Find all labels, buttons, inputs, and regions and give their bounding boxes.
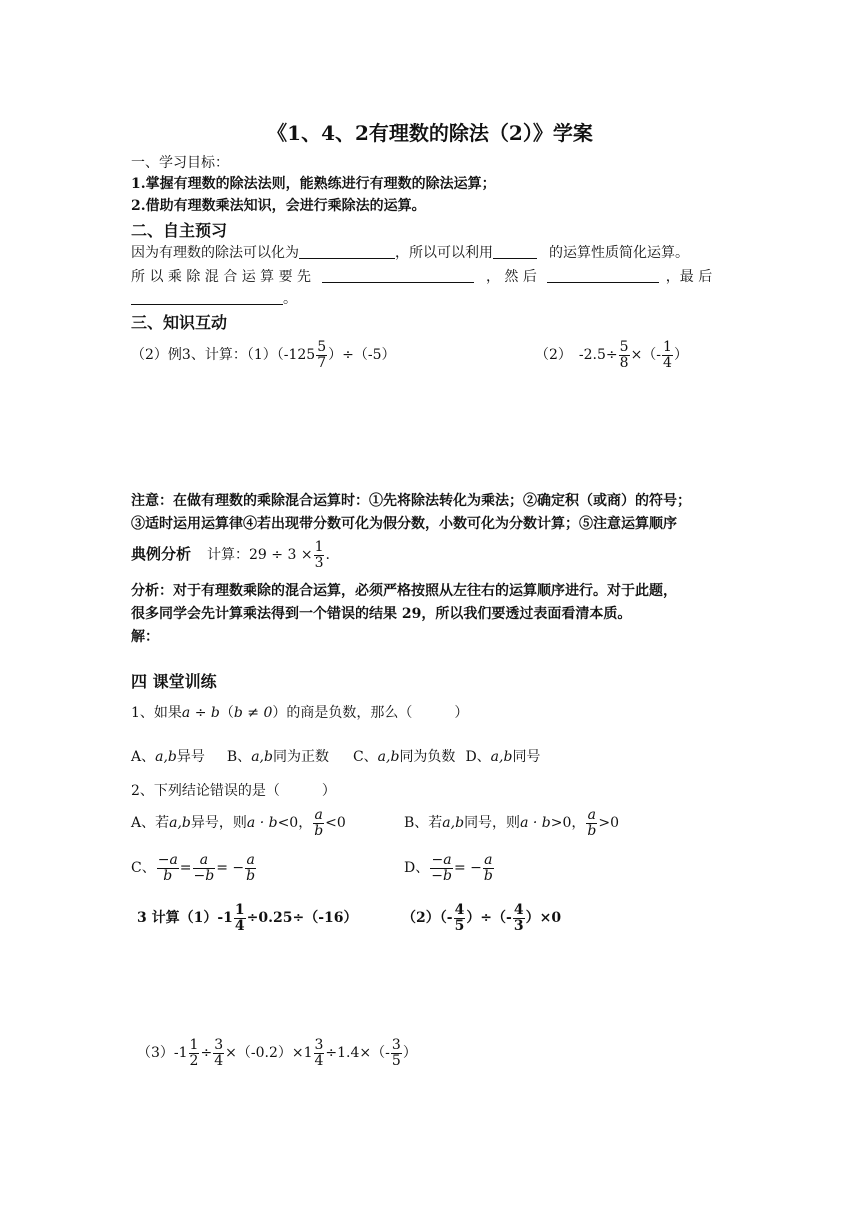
fraction xyxy=(314,540,325,570)
q1-option-c[interactable] xyxy=(353,749,455,765)
typical-label: 典例分析 xyxy=(131,545,192,564)
product: a · b xyxy=(520,815,551,832)
question-1 xyxy=(131,704,468,722)
option-letter: D、 xyxy=(465,749,491,765)
preview-text-2b: ， 然 后 xyxy=(485,269,537,285)
question-3-part3 xyxy=(137,1038,417,1068)
q3-rest: ÷0.25÷（-16） xyxy=(246,910,358,927)
denominator: b xyxy=(246,867,256,884)
fraction xyxy=(662,340,673,370)
blank-3[interactable] xyxy=(322,268,474,283)
option-text: 异号，则 xyxy=(190,815,247,832)
solution-label: 解： xyxy=(131,629,159,645)
numerator: 1 xyxy=(234,902,245,918)
numerator: 3 xyxy=(391,1037,401,1053)
q3-3-text: ÷1.4×（- xyxy=(325,1045,390,1062)
blank-4[interactable] xyxy=(547,268,659,283)
q3-label: 3 计算（1）-1 xyxy=(137,910,233,927)
example-3-part2 xyxy=(535,340,688,370)
q3-2-text: ）×0 xyxy=(525,910,562,927)
numerator: 3 xyxy=(314,1037,324,1053)
example-3-part2-end: ） xyxy=(673,347,688,364)
option-text: A、若 xyxy=(131,815,170,832)
option-letter: C、 xyxy=(352,749,378,765)
denominator: b xyxy=(314,822,324,839)
denominator: b xyxy=(163,867,173,884)
q2-option-b[interactable] xyxy=(404,808,619,838)
q1-text-a: 1、如果 xyxy=(131,705,182,721)
numerator: 5 xyxy=(317,339,327,355)
q3-2-text: （2）（- xyxy=(402,910,453,927)
denominator: 4 xyxy=(234,917,245,934)
numerator: a xyxy=(314,807,323,823)
analysis-line-2: 很多同学会先计算乘法得到一个错误的结果 29，所以我们要透过表面看清本质。 xyxy=(131,606,632,622)
fraction xyxy=(391,1038,402,1068)
q1-options xyxy=(131,748,540,766)
numerator: −a xyxy=(157,852,178,868)
denominator: 3 xyxy=(314,554,324,571)
section1-heading: 一、学习目标： xyxy=(131,155,229,171)
denominator: 8 xyxy=(619,354,629,371)
page-title: 《1、4、2有理数的除法（2）》学案 xyxy=(267,121,593,145)
fraction xyxy=(234,903,246,933)
fraction xyxy=(193,853,216,883)
option-text: 同号，则 xyxy=(464,815,521,832)
fraction xyxy=(189,1038,200,1068)
preview-line-2 xyxy=(131,268,712,286)
denominator: 2 xyxy=(189,1052,199,1069)
option-text: 同号 xyxy=(512,749,541,765)
denominator: 5 xyxy=(391,1052,401,1069)
blank-2[interactable] xyxy=(493,244,537,259)
option-letter: A、 xyxy=(131,749,156,765)
note-line-1: 注意：在做有理数的乘除混合运算时：①先将除法转化为乘法；②确定积（或商）的符号； xyxy=(131,493,691,509)
option-text: 异号 xyxy=(176,749,205,765)
option-letter: D、 xyxy=(404,860,430,877)
denominator: b xyxy=(587,822,597,839)
question-3-part2 xyxy=(402,903,561,933)
q2-option-c[interactable] xyxy=(131,853,257,883)
numerator: a xyxy=(587,807,597,823)
numerator: a xyxy=(193,853,216,869)
blank-5[interactable] xyxy=(131,290,283,305)
relation: >0， xyxy=(550,815,586,832)
section3-heading: 三、知识互动 xyxy=(131,313,228,332)
variables: a,b xyxy=(442,815,465,832)
fraction xyxy=(586,808,597,838)
denominator: 4 xyxy=(663,354,672,371)
option-text: 同为负数 xyxy=(399,749,456,765)
equals: = − xyxy=(453,860,482,877)
blank-1[interactable] xyxy=(299,244,395,259)
numerator: 3 xyxy=(214,1037,224,1053)
fraction xyxy=(316,340,327,370)
q1-option-a[interactable] xyxy=(131,749,205,765)
numerator: a xyxy=(484,852,493,868)
denominator: 4 xyxy=(314,1052,324,1069)
relation: <0， xyxy=(277,815,313,832)
fraction xyxy=(513,903,525,933)
q3-3-text: ×（-0.2）×1 xyxy=(225,1045,313,1062)
analysis-line-1: 分析：对于有理数乘除的混合运算，必须严格按照从左往右的运算顺序进行。对于此题， xyxy=(131,583,677,599)
fraction xyxy=(314,1038,325,1068)
option-letter: C、 xyxy=(131,860,156,877)
relation: >0 xyxy=(598,815,619,832)
typical-example xyxy=(131,540,330,570)
preview-text-1b: ，所以可以利用 xyxy=(395,245,493,261)
q3-3-text: （3）-1 xyxy=(137,1045,188,1062)
option-text: B、若 xyxy=(404,815,443,832)
q3-3-text: ） xyxy=(402,1045,417,1062)
q3-3-text: ÷ xyxy=(200,1045,213,1062)
variables: a,b xyxy=(251,749,273,765)
section4-heading: 四 课堂训练 xyxy=(131,672,217,691)
denominator: 4 xyxy=(214,1052,224,1069)
example-3-prefix: （2）例3、计算：（1）（-125 xyxy=(131,347,316,364)
example-3-part1 xyxy=(131,340,395,370)
variables: a,b xyxy=(490,749,513,765)
section2-heading: 二、自主预习 xyxy=(131,221,228,240)
fraction xyxy=(619,340,630,370)
numerator: 1 xyxy=(189,1037,199,1053)
fraction xyxy=(430,853,453,883)
fraction xyxy=(213,1038,224,1068)
preview-line-1 xyxy=(131,244,689,262)
variables: a,b xyxy=(155,749,177,765)
relation: <0 xyxy=(325,815,346,832)
numerator: a xyxy=(246,852,255,868)
question-3-part1 xyxy=(137,903,358,933)
fraction xyxy=(454,903,466,933)
denominator: b xyxy=(483,867,493,884)
preview-text-1c: 的运算性质简化运算。 xyxy=(549,245,689,261)
equals: = − xyxy=(216,860,245,877)
q1-text-b: （ xyxy=(219,705,234,721)
denominator: 7 xyxy=(317,354,327,371)
preview-text-1a: 因为有理数的除法可以化为 xyxy=(131,245,299,261)
fraction xyxy=(313,808,324,838)
typical-calc-label: 计算： xyxy=(207,547,250,564)
q2-option-a[interactable] xyxy=(131,808,346,838)
q1-option-d[interactable] xyxy=(465,749,540,765)
numerator: −a xyxy=(431,852,452,868)
denominator: 5 xyxy=(454,917,465,934)
q1-expression: a ÷ b xyxy=(181,705,220,721)
q3-2-text: ）÷（- xyxy=(466,910,512,927)
fraction xyxy=(245,853,256,883)
option-text: 同为正数 xyxy=(272,749,329,765)
goal-2: 2.借助有理数乘法知识，会进行乘除法的运算。 xyxy=(131,198,426,214)
q1-text-c: ）的商是负数，那么（ ） xyxy=(272,705,469,721)
example-3-part2-mid: ×（- xyxy=(630,347,662,364)
example-3-part2-prefix: （2） -2.5÷ xyxy=(535,347,618,364)
product: a · b xyxy=(246,815,278,832)
denominator: −b xyxy=(193,867,215,884)
preview-text-2c: ，最 后 xyxy=(665,269,713,285)
q1-option-b[interactable] xyxy=(227,749,329,765)
option-letter: B、 xyxy=(226,749,252,765)
equals: = xyxy=(179,860,192,877)
goal-1: 1.掌握有理数的除法法则，能熟练进行有理数的除法运算； xyxy=(131,176,496,192)
example-3-suffix: ）÷（-5） xyxy=(328,347,396,364)
note-line-2: ③适时运用运算律④若出现带分数可化为假分数，小数可化为分数计算；⑤注意运算顺序 xyxy=(131,516,677,532)
preview-text-3: 。 xyxy=(283,291,297,307)
variables: a,b xyxy=(169,815,191,832)
numerator: 1 xyxy=(663,339,672,355)
q1-condition: b ≠ 0 xyxy=(233,705,273,721)
denominator: −b xyxy=(431,867,452,884)
question-2: 2、下列结论错误的是（ ） xyxy=(131,783,336,799)
numerator: 4 xyxy=(454,902,465,918)
numerator: 4 xyxy=(513,902,524,918)
fraction xyxy=(483,853,494,883)
fraction xyxy=(157,853,179,883)
variables: a,b xyxy=(377,749,400,765)
denominator: 3 xyxy=(513,917,524,934)
preview-text-2a: 所 以 乘 除 混 合 运 算 要 先 xyxy=(131,269,312,285)
numerator: 1 xyxy=(314,539,324,555)
numerator: 5 xyxy=(619,339,629,355)
typical-end: . xyxy=(325,547,330,564)
preview-line-3 xyxy=(131,290,297,308)
q2-option-d[interactable] xyxy=(404,853,495,883)
typical-expression: 29 ÷ 3 × xyxy=(249,547,313,564)
